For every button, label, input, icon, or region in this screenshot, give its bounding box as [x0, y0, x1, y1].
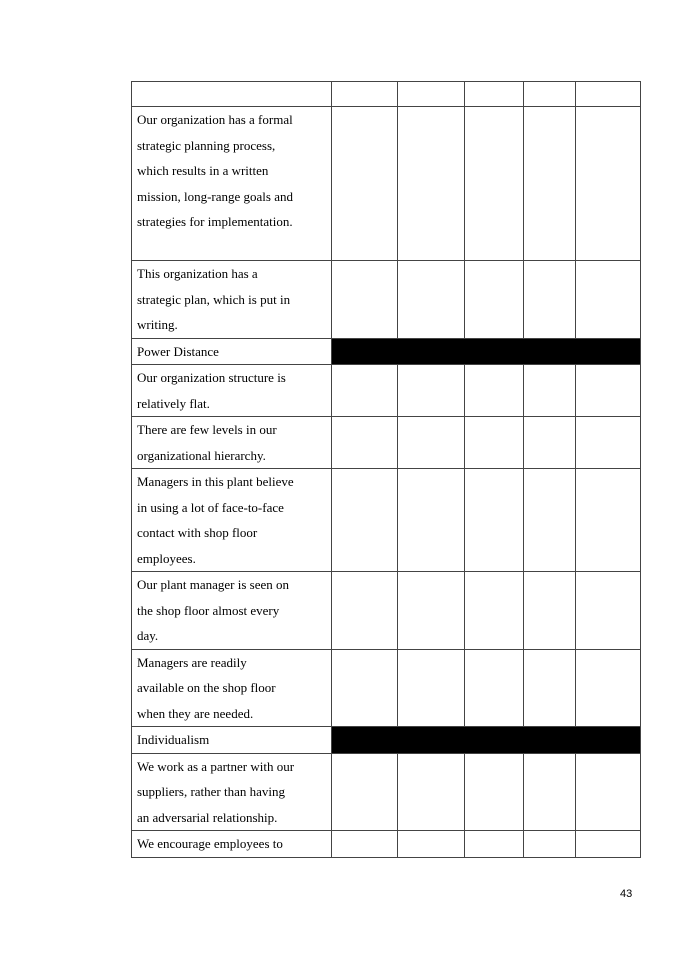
text-line: mission, long-range goals and [137, 188, 293, 204]
text-line: strategic planning process, [137, 137, 276, 153]
rating-cell-5[interactable] [576, 107, 641, 261]
rating-cell-1[interactable] [332, 831, 398, 858]
question-cell [132, 261, 332, 339]
text-line: This organization has a [137, 266, 258, 281]
rating-cell-3[interactable] [465, 572, 524, 650]
text-line: Our organization has a formal [137, 112, 293, 127]
question-cell [132, 753, 332, 831]
section-title [132, 727, 332, 754]
table-row [132, 753, 641, 831]
page-number: 43 [620, 888, 633, 900]
rating-cell-4[interactable] [524, 649, 576, 727]
table-row [132, 261, 641, 339]
text-line: an adversarial relationship. [137, 809, 278, 825]
text-line: writing. [137, 317, 178, 332]
text-line: contact with shop floor [137, 525, 258, 540]
text-line: Power Distance [137, 343, 219, 359]
rating-cell-2[interactable] [398, 365, 465, 417]
text-line: day. [137, 628, 159, 643]
table-row [132, 417, 641, 469]
rating-cell-5[interactable] [576, 417, 641, 469]
table-row [132, 365, 641, 417]
question-cell [132, 107, 332, 261]
rating-cell-3[interactable] [465, 261, 524, 339]
rating-cell-5[interactable] [576, 469, 641, 572]
section-row [132, 338, 641, 365]
rating-cell-3[interactable] [465, 107, 524, 261]
rating-cell-5[interactable] [576, 572, 641, 650]
rating-cell-1[interactable] [332, 261, 398, 339]
text-line: employees. [137, 550, 196, 566]
section-band [332, 727, 641, 754]
rating-cell-1[interactable] [332, 107, 398, 261]
rating-cell-2[interactable] [398, 261, 465, 339]
text-line: There are few levels in our [137, 422, 277, 437]
rating-cell-4[interactable] [524, 261, 576, 339]
rating-cell-2[interactable] [398, 831, 465, 858]
rating-cell-3[interactable] [465, 753, 524, 831]
question-cell [132, 82, 332, 107]
question-cell [132, 572, 332, 650]
rating-cell-4[interactable] [524, 82, 576, 107]
text-line: when they are needed. [137, 705, 254, 721]
question-cell [132, 469, 332, 572]
text-line: We work as a partner with our [137, 758, 295, 774]
rating-cell-1[interactable] [332, 649, 398, 727]
text-line: suppliers, rather than having [137, 784, 286, 799]
rating-cell-1[interactable] [332, 417, 398, 469]
table-row [132, 649, 641, 727]
table-row [132, 572, 641, 650]
text-line: organizational hierarchy. [137, 447, 266, 463]
section-title [132, 338, 332, 365]
rating-cell-4[interactable] [524, 469, 576, 572]
question-cell [132, 417, 332, 469]
rating-cell-2[interactable] [398, 82, 465, 107]
rating-cell-4[interactable] [524, 831, 576, 858]
rating-cell-1[interactable] [332, 469, 398, 572]
rating-cell-1[interactable] [332, 82, 398, 107]
rating-cell-3[interactable] [465, 417, 524, 469]
rating-cell-5[interactable] [576, 831, 641, 858]
question-cell [132, 831, 332, 858]
rating-cell-1[interactable] [332, 365, 398, 417]
text-line: Our plant manager is seen on [137, 577, 289, 592]
table-row [132, 831, 641, 858]
text-line: Our organization structure is [137, 370, 286, 385]
rating-cell-2[interactable] [398, 417, 465, 469]
rating-cell-4[interactable] [524, 572, 576, 650]
rating-cell-3[interactable] [465, 365, 524, 417]
rating-cell-4[interactable] [524, 107, 576, 261]
header-row [132, 82, 641, 107]
text-line: Managers in this plant believe [137, 474, 294, 489]
rating-cell-4[interactable] [524, 753, 576, 831]
text-line: Individualism [137, 732, 210, 747]
rating-cell-3[interactable] [465, 831, 524, 858]
rating-cell-4[interactable] [524, 417, 576, 469]
question-cell [132, 365, 332, 417]
rating-cell-1[interactable] [332, 753, 398, 831]
rating-cell-5[interactable] [576, 82, 641, 107]
rating-cell-5[interactable] [576, 261, 641, 339]
rating-cell-2[interactable] [398, 753, 465, 831]
text-line: We encourage employees to [137, 836, 283, 851]
text-line: in using a lot of face-to-face [137, 499, 284, 515]
text-line: which results in a written [137, 163, 269, 178]
rating-cell-5[interactable] [576, 753, 641, 831]
rating-cell-3[interactable] [465, 469, 524, 572]
rating-cell-5[interactable] [576, 649, 641, 727]
rating-cell-5[interactable] [576, 365, 641, 417]
table-row [132, 107, 641, 261]
rating-cell-2[interactable] [398, 469, 465, 572]
rating-cell-3[interactable] [465, 649, 524, 727]
text-line: the shop floor almost every [137, 602, 280, 618]
text-line [137, 235, 327, 261]
text-line: Managers are readily [137, 654, 247, 670]
table-row [132, 469, 641, 572]
rating-cell-2[interactable] [398, 107, 465, 261]
section-row [132, 727, 641, 754]
question-cell [132, 649, 332, 727]
questionnaire-table [131, 81, 641, 858]
text-line: strategic plan, which is put in [137, 291, 291, 307]
rating-cell-3[interactable] [465, 82, 524, 107]
rating-cell-2[interactable] [398, 572, 465, 650]
text-line: available on the shop floor [137, 680, 276, 695]
text-line: strategies for implementation. [137, 214, 293, 229]
rating-cell-4[interactable] [524, 365, 576, 417]
rating-cell-1[interactable] [332, 572, 398, 650]
rating-cell-2[interactable] [398, 649, 465, 727]
text-line: relatively flat. [137, 395, 210, 411]
section-band [332, 338, 641, 365]
